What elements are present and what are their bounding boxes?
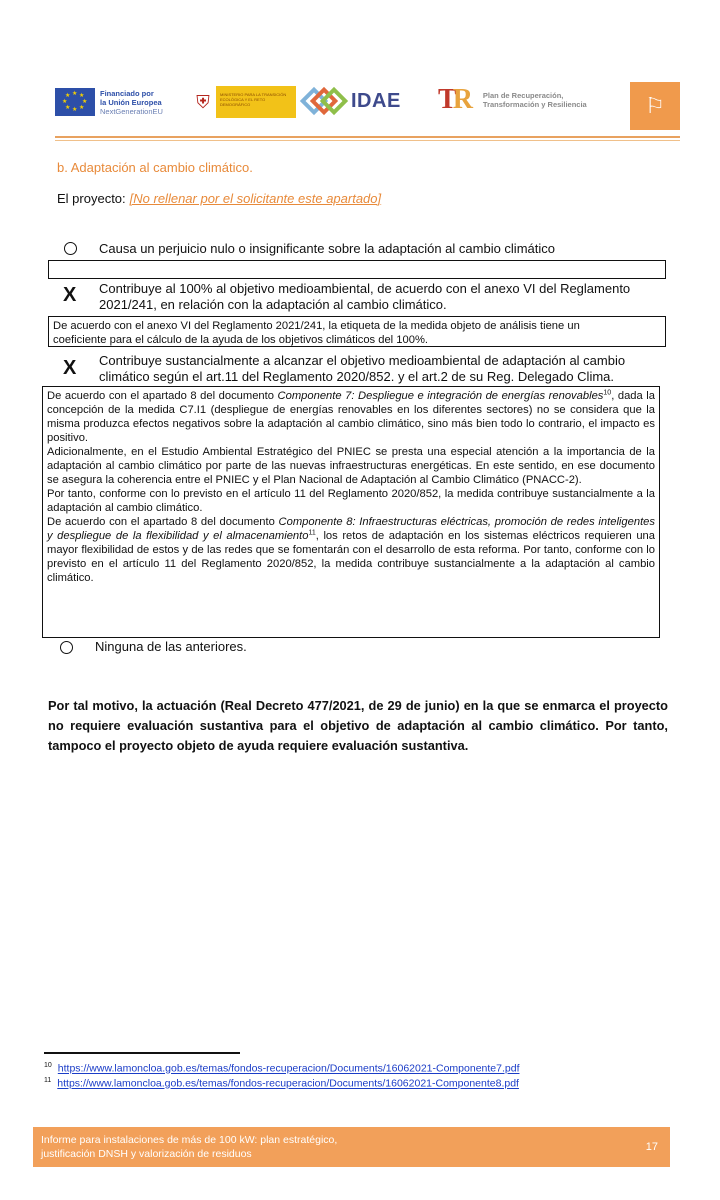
box3-p1-doc-title: Componente 7: Despliegue e integración de energías renovables [277, 390, 604, 402]
box3-p1-text-c: , dada la concepción de la medida C7.I1 (despliegue de energías renovables en los diferentes sectores) no se considera que la misma produzca efectos negativos sobre la adaptación al cambio climático, sino más bien todo lo contrario, el impacto es positivo. [47, 390, 656, 444]
option-4-label: Ninguna de las anteriores. [95, 639, 247, 654]
footnote-ref-10: 10 [603, 389, 612, 397]
header-divider [55, 136, 680, 138]
option-2-label-line2: 2021/241, en relación con la adaptación al cambio climático. [99, 297, 447, 312]
footnote-10-link[interactable]: https://www.lamoncloa.gob.es/temas/fondos-recuperacion/Documents/16062021-Componente7.pdf [57, 1062, 520, 1075]
header-divider-thin [55, 140, 680, 141]
idae-logo [301, 86, 401, 116]
option-1-justification-box [48, 260, 666, 279]
conclusion-paragraph: Por tal motivo, la actuación (Real Decreto 477/2021, de 29 de junio) en la que se enmarca el proyecto no requiere evaluación sustantiva para el objetivo de adaptación al cambio climático. Por tanto, tampoco el proyecto objeto de ayuda requiere evaluación sustantiva. [48, 698, 668, 753]
option-2-label [99, 281, 630, 313]
gobierno-logo [190, 86, 296, 118]
page-number: 17 [645, 1141, 658, 1153]
footnote-ref-11: 11 [308, 529, 316, 537]
footnote-divider [44, 1052, 240, 1054]
footnote-10-number: 10 [44, 1062, 52, 1069]
project-line [57, 191, 381, 206]
footer-line1: Informe para instalaciones de más de 100 kW: plan estratégico, [41, 1134, 338, 1146]
option-4-radio[interactable] [60, 641, 73, 654]
box2-line1: De acuerdo con el anexo VI del Reglamento 2021/241, la etiqueta de la medida objeto de análisis tiene un [53, 320, 580, 332]
box3-p4-doc-title: Componente 8: Infraestructuras eléctricas, promoción de redes inteligentes y despliegue de la flexibilidad y el almacenamiento [47, 516, 655, 542]
option-2-justification-box [48, 316, 666, 347]
option-3-justification-box [42, 386, 660, 638]
box3-p4-text-a: De acuerdo con el apartado 8 del documento [47, 516, 279, 528]
box3-paragraph-2: Adicionalmente, en el Estudio Ambiental Estratégico del PNIEC se presta una especial atención a la importancia de la adaptación al cambio climático por parte de las nuevas infraestructuras energéticas. En este sentido, en ese documento se asegura la coherencia entre el PNIEC y el Plan Nacional de Adaptación al Cambio Climático (PNACC-2). [47, 446, 655, 486]
option-3-label [99, 353, 625, 385]
eu-text-line2: la Unión Europea [100, 97, 162, 107]
tr-mark-t: T [438, 84, 453, 115]
box3-p1-text-a: De acuerdo con el apartado 8 del documento [47, 390, 278, 402]
tr-mark-r: R [452, 84, 469, 115]
box3-p4-text-c: , los retos de adaptación en los sistemas eléctricos requieren una mayor flexibilidad de estos y de las redes que se fomentarán con el desarrollo de esta reforma. Por tanto, conforme con lo previsto en el artículo 11 del Reglamento 2020/852, la medida contribuye sustancialmente a la adaptación al cambio climático. [47, 530, 655, 584]
option-2-checked-mark[interactable]: X [63, 284, 77, 306]
eu-text-line1: Financiado por [100, 88, 154, 98]
option-2-label-line1: Contribuye al 100% al objetivo medioambiental, de acuerdo con el anexo VI del Reglamento [99, 281, 631, 296]
page-footer [33, 1127, 670, 1167]
eu-logo [55, 88, 163, 116]
footnote-11-link[interactable]: https://www.lamoncloa.gob.es/temas/fondos-recuperacion/Documents/16062021-Componente8.pdf [57, 1077, 519, 1090]
wind-turbine-logo-icon: ⚐ [630, 82, 680, 130]
idae-text: IDAE [351, 89, 401, 112]
project-value: [No rellenar por el solicitante este apartado] [129, 191, 382, 206]
box2-line2: coeficiente para el cálculo de la ayuda de los objetivos climáticos del 100%. [53, 334, 428, 346]
tr-mark-icon [438, 84, 469, 116]
project-label: El proyecto: [57, 191, 126, 206]
footnote-11 [44, 1077, 519, 1090]
idae-mark-icon [301, 86, 347, 116]
option-3-label-line1: Contribuye sustancialmente a alcanzar el objetivo medioambiental de adaptación al cambio [99, 353, 626, 368]
box3-paragraph-3: Por tanto, conforme con lo previsto en el artículo 11 del Reglamento 2020/852, la medida contribuye sustancialmente a la adaptación al cambio climático. [47, 488, 655, 514]
eu-text-line3: NextGenerationEU [100, 106, 163, 116]
option-3-checked-mark[interactable]: X [63, 357, 77, 379]
plan-recuperacion-logo [438, 84, 587, 116]
coat-of-arms-icon: ⛨ [190, 86, 216, 118]
eu-flag-icon: ★ ★ ★ ★ ★ ★ ★ ★ [55, 88, 95, 116]
section-title: b. Adaptación al cambio climático. [57, 160, 253, 175]
footnote-10 [44, 1062, 519, 1075]
tr-text-line2: Transformación y Resiliencia [482, 100, 587, 109]
option-1-radio[interactable] [64, 242, 77, 255]
tr-text-line1: Plan de Recuperación, [482, 91, 564, 100]
option-3-label-line2: climático según el art.11 del Reglamento 2020/852. y el art.2 de su Reg. Delegado Clima. [99, 369, 614, 384]
footnote-11-number: 11 [44, 1077, 52, 1084]
box3-paragraph-4 [47, 515, 655, 585]
gobierno-text: MINISTERIO PARA LA TRANSICIÓN ECOLÓGICA Y EL RETO DEMOGRÁFICO [216, 86, 296, 118]
option-1-label: Causa un perjuicio nulo o insignificante sobre la adaptación al cambio climático [99, 241, 555, 256]
footer-line2: justificación DNSH y valorización de residuos [41, 1148, 252, 1160]
page-header [55, 82, 680, 132]
box3-paragraph-1 [47, 389, 655, 445]
